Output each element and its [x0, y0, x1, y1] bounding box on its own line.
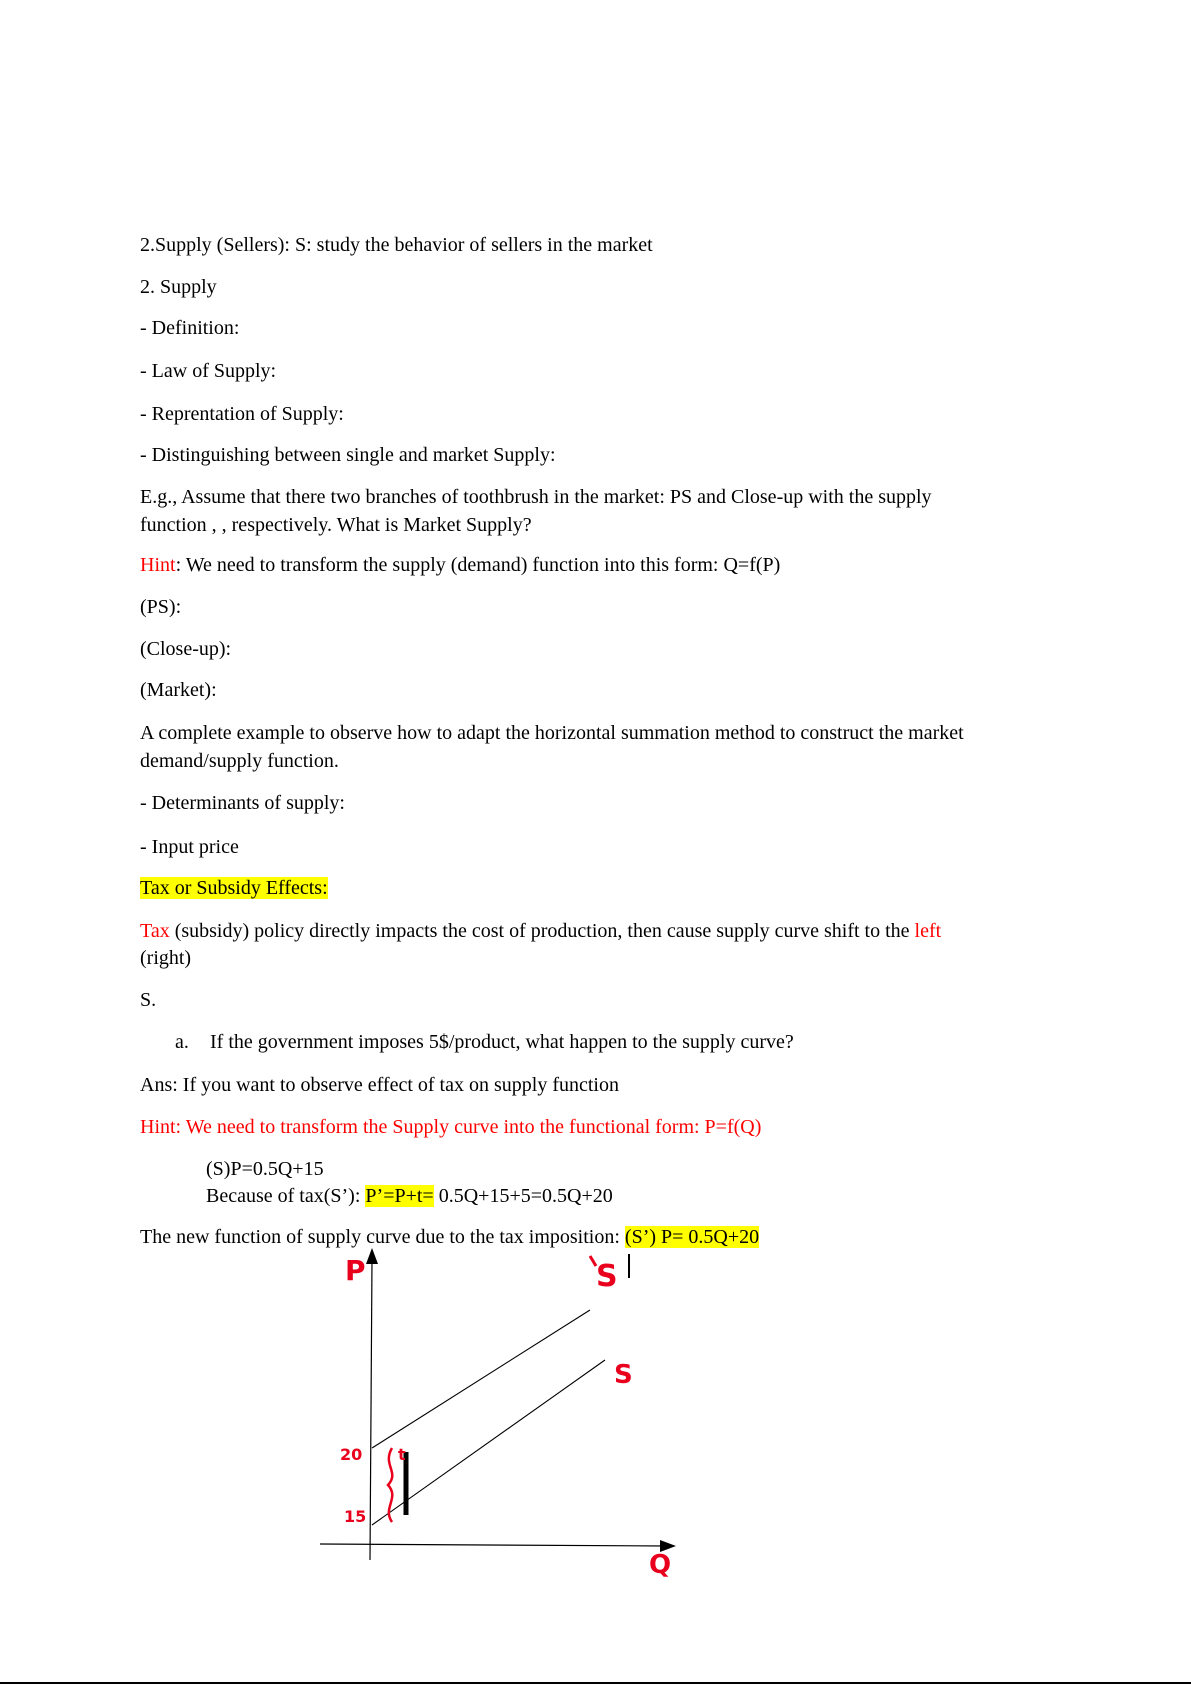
example-line-1: E.g., Assume that there two branches of toothbrush in the market: PS and Close-up with the supply	[140, 486, 932, 508]
axis-q-label: Q	[649, 1550, 672, 1580]
closeup-label: (Close-up):	[140, 638, 232, 660]
hint-2-line: Hint: We need to transform the Supply curve into the functional form: P=f(Q)	[140, 1116, 762, 1138]
tax-word: Tax	[140, 920, 170, 942]
tax-left-word: left	[914, 920, 942, 942]
determinants-item: - Determinants of supply:	[140, 792, 345, 814]
example-line-2: function , , respectively. What is Market Supply?	[140, 514, 532, 536]
tax-text: (subsidy) policy directly impacts the cost of production, then cause supply curve shift to the	[169, 920, 915, 942]
bullet-2	[180, 1183, 613, 1210]
definition-item: - Definition:	[140, 317, 240, 339]
supply-shift-graph	[300, 1240, 680, 1580]
quantity-axis	[320, 1544, 665, 1546]
question-text: If the government imposes 5$/product, what happen to the supply curve?	[210, 1031, 794, 1053]
answer-line: Ans: If you want to observe effect of tax on supply function	[140, 1074, 619, 1096]
new-function-highlight: (S’) P= 0.5Q+20	[624, 1226, 760, 1248]
tax-paragraph-line-1	[140, 918, 941, 945]
curve-s-label: S	[614, 1360, 633, 1390]
axis-p-label: P	[345, 1254, 366, 1287]
complete-example-line-2: demand/supply function.	[140, 750, 339, 772]
bullet-2-highlight: P’=P+t=	[365, 1185, 434, 1207]
bullet-1-text: (S)P=0.5Q+15	[206, 1158, 324, 1180]
law-of-supply-item: - Law of Supply:	[140, 360, 277, 382]
input-price-item: - Input price	[140, 836, 239, 858]
curve-s-prime	[372, 1310, 590, 1448]
supply-heading: 2.Supply (Sellers): S: study the behavior of sellers in the market	[140, 234, 653, 256]
hint-line	[140, 552, 780, 579]
page-bottom-rule	[0, 1682, 1191, 1684]
tax-gap-label: t	[398, 1445, 406, 1464]
representation-item: - Reprentation of Supply:	[140, 403, 344, 425]
tax-heading	[140, 875, 328, 902]
price-axis	[370, 1260, 372, 1560]
s-line: S.	[140, 989, 157, 1011]
complete-example-line-1	[140, 720, 964, 747]
hint-label: Hint	[140, 554, 176, 576]
bullet-2-text-b: (S’):	[323, 1185, 366, 1207]
complete-example-text: A complete example to observe how to adapt the horizontal summation method to construct the market	[140, 722, 964, 744]
question-a	[175, 1029, 794, 1056]
question-marker: a.	[175, 1031, 189, 1053]
market-label: (Market):	[140, 679, 217, 701]
intercept-20-label: 20	[340, 1445, 363, 1464]
intercept-15-label: 15	[344, 1507, 367, 1526]
new-function-text: The new function of supply curve due to the tax imposition:	[140, 1226, 625, 1248]
hint-text: : We need to transform the supply (demand) function into this form: Q=f(P)	[175, 554, 781, 576]
section-title: 2. Supply	[140, 276, 217, 298]
ps-label: (PS):	[140, 596, 182, 618]
bullet-2-text-a: Because of tax	[206, 1185, 324, 1207]
curve-s-prime-label: S	[596, 1259, 618, 1294]
bullet-2-text-c: 0.5Q+15+5=0.5Q+20	[433, 1185, 613, 1207]
distinguishing-item: - Distinguishing between single and market Supply:	[140, 444, 556, 466]
bullet-1	[180, 1156, 324, 1183]
price-axis-arrow-icon	[366, 1248, 378, 1264]
tax-heading-text: Tax or Subsidy Effects:	[140, 877, 328, 899]
tax-paragraph-line-2: (right)	[140, 947, 192, 969]
